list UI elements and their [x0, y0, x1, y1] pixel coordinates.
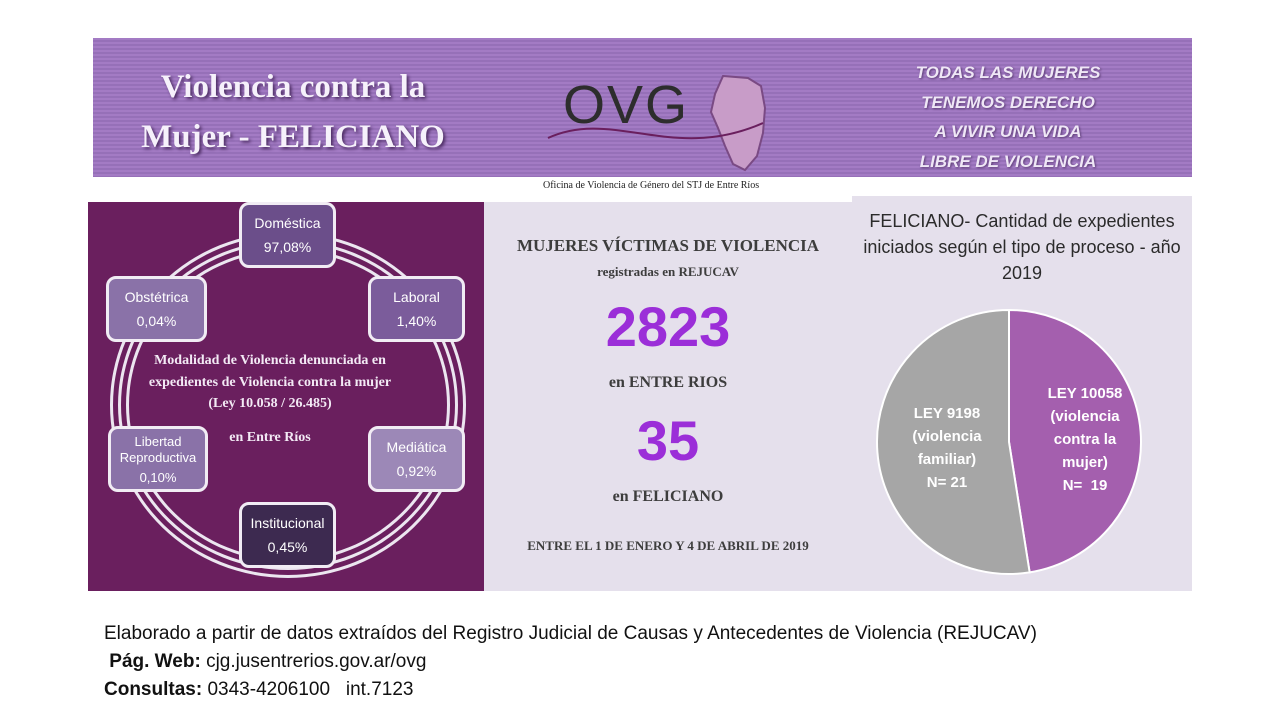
slogan-line: LIBRE DE VIOLENCIA: [919, 151, 1097, 171]
diagram-center-text: Modalidad de Violencia denunciada en expedientes de Violencia contra la mujer (Ley 10.058 / 26.485): [148, 353, 392, 411]
ovg-logo: [533, 68, 803, 191]
modalities-panel: [88, 202, 484, 591]
web-link[interactable]: cjg.jusentrerios.gov.ar/ovg: [206, 651, 427, 672]
pie-chart-panel: [852, 196, 1192, 591]
total-feliciano: 35: [636, 409, 700, 472]
slogan: [883, 58, 1133, 176]
slice-label-ley-10058: LEY 10058 (violencia contra la mujer) N= 19: [1047, 385, 1123, 494]
modality-domestica: [239, 202, 336, 268]
label-feliciano: en FELICIANO: [612, 488, 724, 505]
victims-subtitle: registradas en REJUCAV: [597, 264, 739, 279]
logo-text: OVG: [563, 75, 690, 135]
modality-label: Laboral: [393, 289, 440, 305]
modality-value: 0,10%: [139, 469, 177, 485]
contact-label: Consultas:: [104, 679, 203, 700]
victims-panel: [484, 202, 852, 591]
modality-label: Libertad Reproductiva: [119, 433, 197, 465]
total-entre-rios: 2823: [605, 295, 731, 358]
modality-value: 0,45%: [267, 539, 308, 555]
chart-title: FELICIANO- Cantidad de expedientes iniciados según el tipo de proceso - año 2019: [863, 211, 1181, 283]
footer: [104, 620, 1037, 704]
modality-value: 97,08%: [263, 239, 312, 255]
banner-title-line2: Mujer - FELICIANO: [141, 119, 445, 155]
slice-label-ley-9198: LEY 9198 (violencia familiar) N= 21: [912, 405, 982, 491]
victims-title: MUJERES VÍCTIMAS DE VIOLENCIA: [516, 236, 820, 255]
modality-value: 1,40%: [396, 313, 437, 329]
banner-title-line1: Violencia contra la: [160, 69, 426, 105]
modality-label: Obstétrica: [124, 289, 189, 305]
web-line: [104, 648, 1037, 676]
modality-institucional: [239, 502, 336, 568]
label-entre-rios: en ENTRE RIOS: [608, 374, 728, 391]
modality-label: Doméstica: [254, 215, 321, 231]
diagram-center-subtext: en Entre Ríos: [229, 430, 311, 445]
slogan-line: TENEMOS DERECHO: [921, 92, 1095, 112]
modality-value: 0,04%: [136, 313, 177, 329]
modality-label: Mediática: [386, 439, 447, 455]
modality-obstetrica: [106, 276, 207, 342]
modality-laboral: [368, 276, 465, 342]
logo-subtitle: Oficina de Violencia de Género del STJ de Entre Ríos: [543, 180, 760, 191]
slogan-line: TODAS LAS MUJERES: [915, 63, 1101, 82]
modality-label: Institucional: [250, 515, 325, 531]
banner-title: [93, 62, 493, 162]
contact-line: [104, 676, 1037, 704]
date-range: ENTRE EL 1 DE ENERO Y 4 DE ABRIL DE 2019: [527, 538, 809, 553]
source-note: Elaborado a partir de datos extraídos del Registro Judicial de Causas y Antecedentes de Violencia (REJUCAV): [104, 623, 1037, 644]
contact-value: 0343-4206100 int.7123: [207, 679, 414, 700]
modality-value: 0,92%: [396, 463, 437, 479]
web-label: Pág. Web:: [109, 651, 201, 672]
slogan-line: A VIVIR UNA VIDA: [934, 122, 1082, 141]
header-banner: [93, 38, 1192, 191]
